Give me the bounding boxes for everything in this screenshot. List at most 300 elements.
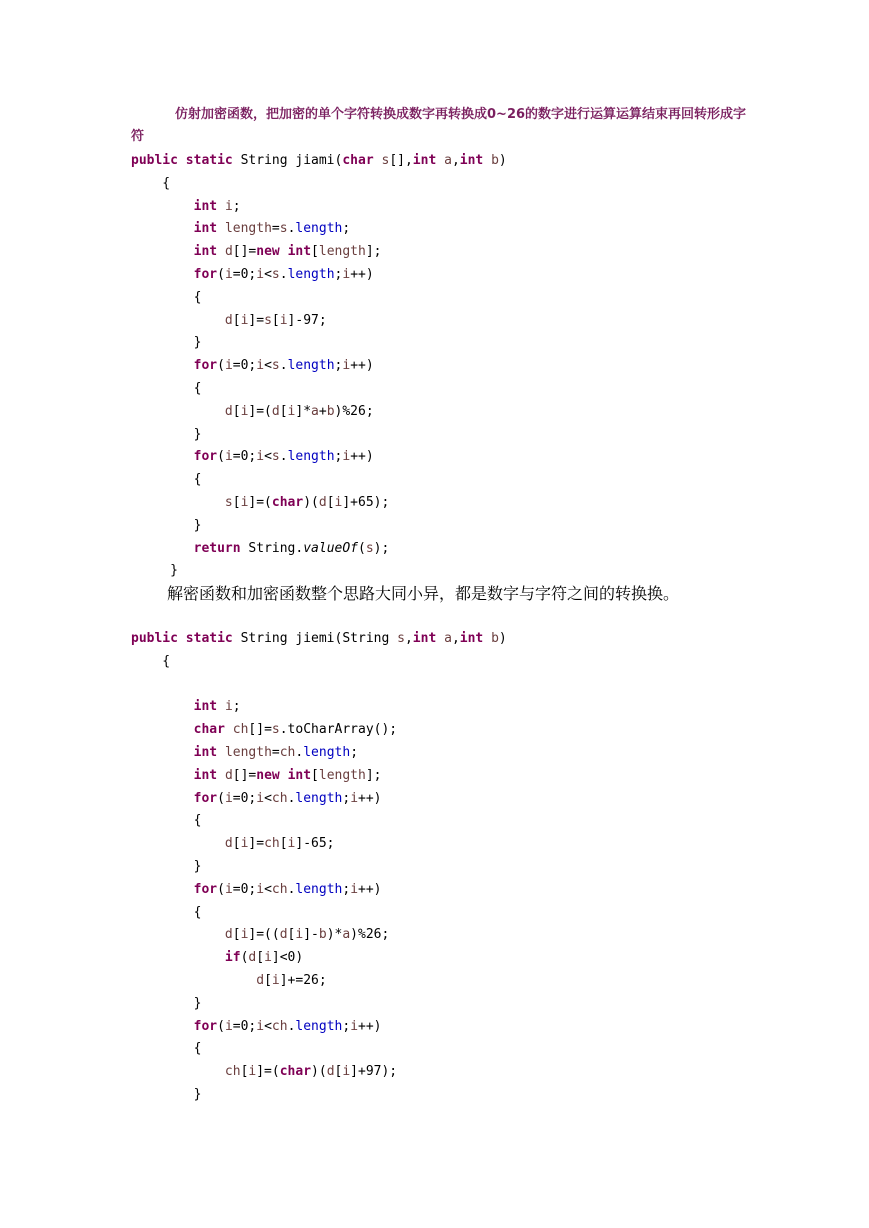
code-line: [131, 947, 507, 970]
code-block-decrypt: [131, 628, 507, 1107]
code-token: ;: [334, 358, 343, 374]
code-token: {: [131, 813, 202, 829]
code-token: if: [224, 950, 241, 966]
code-token: d: [224, 312, 233, 328]
code-line: [131, 1061, 507, 1084]
code-token: ]=(: [248, 403, 272, 419]
code-token: {: [131, 1041, 202, 1057]
code-line: [131, 378, 507, 401]
code-line: [131, 1038, 507, 1061]
code-token: d: [326, 1064, 335, 1080]
code-token: ++): [358, 1018, 382, 1034]
code-token: [483, 153, 491, 168]
code-token: i: [240, 836, 249, 852]
code-token: ]-65;: [295, 836, 335, 852]
code-token: int: [287, 767, 312, 783]
code-token: d: [224, 403, 233, 419]
code-token: =0;: [232, 881, 257, 897]
code-token: ch: [264, 836, 280, 852]
code-token: =0;: [232, 449, 257, 465]
code-block-encrypt: [131, 150, 507, 583]
code-token: {: [131, 904, 202, 920]
code-token: s: [365, 540, 374, 556]
code-line: [131, 924, 507, 947]
code-token: []=: [232, 244, 257, 260]
code-token: d: [224, 927, 233, 943]
code-token: d: [224, 767, 233, 783]
code-token: i: [256, 449, 265, 465]
code-token: i: [224, 790, 233, 806]
code-token: [217, 199, 225, 214]
code-line: [131, 674, 507, 697]
code-line: [131, 788, 507, 811]
code-token: s: [264, 312, 272, 328]
code-token: (: [217, 266, 225, 282]
code-token: <: [264, 266, 272, 282]
code-token: b: [326, 403, 335, 419]
code-token: [: [264, 972, 272, 988]
code-token: ;: [232, 198, 241, 214]
code-token: b: [318, 927, 327, 943]
code-token: i: [342, 266, 351, 282]
code-token: [: [326, 494, 335, 510]
code-token: s: [224, 494, 233, 510]
code-token: int: [193, 221, 218, 237]
code-token: =0;: [232, 1018, 257, 1034]
code-token: =0;: [232, 358, 257, 374]
code-token: ];: [365, 244, 382, 260]
code-token: =0;: [232, 790, 257, 806]
code-token: i: [271, 972, 280, 988]
code-token: i: [224, 1018, 233, 1034]
heading-text: 仿射加密函数，把加密的单个字符转换成数字再转换成0~26的数字进行运算运算结束再回转形成字符: [131, 107, 747, 144]
code-token: a: [444, 153, 452, 168]
code-token: +: [318, 403, 327, 419]
code-line: [131, 332, 507, 355]
code-token: (: [217, 790, 225, 806]
code-token: ;: [350, 744, 359, 760]
code-token: ,: [451, 631, 460, 646]
code-token: ]+=26;: [279, 972, 327, 988]
code-token: length: [287, 358, 335, 374]
code-token: length: [295, 221, 343, 237]
code-token: [217, 699, 225, 714]
code-line: [131, 424, 507, 447]
code-token: i: [287, 403, 296, 419]
code-token: String jiemi(String: [232, 631, 398, 646]
code-line: [131, 173, 507, 196]
code-line: [131, 469, 507, 492]
code-token: i: [256, 881, 265, 897]
code-token: d: [224, 836, 233, 852]
code-token: i: [256, 790, 265, 806]
code-token: int: [287, 244, 312, 260]
code-token: b: [491, 153, 499, 168]
code-token: i: [334, 494, 343, 510]
code-token: {: [131, 472, 202, 488]
code-token: int: [193, 198, 218, 214]
code-token: d: [224, 244, 233, 260]
code-token: int: [193, 744, 218, 760]
code-line: [131, 1084, 507, 1107]
code-token: [131, 882, 194, 897]
code-token: ch: [232, 722, 249, 738]
code-token: [131, 1064, 225, 1079]
code-token: d: [256, 972, 265, 988]
code-token: for: [193, 449, 218, 465]
code-token: (: [358, 540, 366, 556]
code-token: i: [256, 1018, 265, 1034]
code-token: [131, 449, 194, 464]
code-token: [217, 244, 225, 259]
code-token: char: [193, 722, 225, 738]
code-token: a: [342, 927, 351, 943]
code-token: ch: [224, 1064, 241, 1080]
code-token: [: [287, 927, 296, 943]
code-line: [131, 993, 507, 1016]
code-token: [225, 722, 233, 737]
code-token: <: [264, 449, 272, 465]
code-token: i: [240, 312, 249, 328]
code-token: <: [264, 1018, 272, 1034]
code-token: i: [264, 950, 272, 966]
code-token: [217, 221, 225, 236]
code-line: [131, 446, 507, 469]
code-token: []=: [248, 722, 272, 738]
code-token: [131, 221, 194, 236]
code-token: s: [271, 358, 280, 374]
code-token: i: [350, 1018, 359, 1034]
section-heading: [131, 104, 751, 148]
code-token: i: [350, 790, 359, 806]
code-token: [131, 358, 194, 373]
code-token: [: [334, 1064, 343, 1080]
code-token: ;: [232, 699, 241, 715]
code-token: i: [350, 881, 359, 897]
code-token: )(: [311, 1064, 327, 1080]
code-token: for: [193, 266, 218, 282]
code-token: [: [311, 767, 319, 783]
code-line: [131, 879, 507, 902]
code-token: public: [131, 153, 178, 168]
code-token: (: [217, 881, 225, 897]
code-token: )(: [303, 494, 319, 510]
code-token: i: [224, 358, 233, 374]
code-token: [483, 631, 491, 646]
code-token: valueOf: [303, 540, 359, 556]
code-token: String.: [240, 540, 304, 556]
code-token: length: [295, 1018, 343, 1034]
code-token: ): [498, 153, 507, 168]
code-token: (: [240, 950, 249, 966]
code-token: i: [279, 312, 288, 328]
code-line: [131, 833, 507, 856]
code-line: [131, 401, 507, 424]
code-token: [: [232, 312, 241, 328]
code-line: [131, 560, 507, 583]
code-token: int: [412, 153, 437, 168]
code-token: i: [287, 836, 296, 852]
code-token: s: [397, 631, 405, 646]
code-token: ++): [358, 790, 382, 806]
code-token: [: [271, 312, 280, 328]
code-line: [131, 742, 507, 765]
code-token: s: [279, 221, 288, 237]
code-line: [131, 696, 507, 719]
code-token: [217, 745, 225, 760]
code-token: [: [232, 836, 241, 852]
code-token: [: [240, 1064, 249, 1080]
code-token: [131, 973, 256, 988]
code-token: i: [342, 1064, 351, 1080]
code-token: d: [271, 403, 280, 419]
code-token: int: [459, 153, 484, 168]
code-line: [131, 719, 507, 742]
code-token: ,: [404, 631, 413, 646]
code-token: length: [287, 266, 335, 282]
code-token: <: [264, 358, 272, 374]
code-token: d: [318, 494, 327, 510]
code-token: ;: [334, 266, 343, 282]
code-token: ;: [334, 449, 343, 465]
code-line: [131, 264, 507, 287]
code-token: ch: [271, 881, 288, 897]
code-token: i: [240, 927, 249, 943]
code-token: [217, 768, 225, 783]
code-token: [280, 768, 288, 783]
code-token: }: [131, 335, 202, 351]
code-token: {: [131, 653, 171, 669]
code-line: [131, 218, 507, 241]
code-token: a: [444, 631, 452, 646]
code-token: i: [342, 358, 351, 374]
code-token: [131, 495, 225, 510]
code-line: [131, 538, 507, 561]
code-token: =0;: [232, 266, 257, 282]
code-token: [131, 836, 225, 851]
code-token: [131, 950, 225, 965]
code-line: [131, 196, 507, 219]
code-token: [178, 631, 186, 646]
code-token: i: [240, 494, 249, 510]
code-token: int: [193, 244, 218, 260]
code-token: .: [287, 790, 296, 806]
code-token: ,: [451, 153, 460, 168]
code-line: [131, 970, 507, 993]
code-token: [131, 927, 225, 942]
code-token: [: [232, 403, 241, 419]
code-token: d: [248, 950, 257, 966]
code-token: [280, 244, 288, 259]
code-token: [: [311, 244, 319, 260]
code-line: [131, 1016, 507, 1039]
code-token: s: [271, 266, 280, 282]
code-token: length: [318, 767, 366, 783]
code-token: [131, 1019, 194, 1034]
code-token: static: [185, 631, 233, 646]
code-token: =: [271, 744, 280, 760]
code-token: i: [224, 266, 233, 282]
code-token: length: [287, 449, 335, 465]
code-token: ++): [350, 449, 374, 465]
code-token: .: [295, 744, 304, 760]
code-token: [: [232, 927, 241, 943]
code-token: ]=(: [248, 494, 272, 510]
code-token: [131, 745, 194, 760]
code-token: )%26;: [334, 403, 374, 419]
code-token: for: [193, 1018, 218, 1034]
code-token: s: [271, 722, 280, 738]
code-token: ]+97);: [350, 1064, 398, 1080]
code-token: (: [217, 358, 225, 374]
code-token: length: [318, 244, 366, 260]
code-token: ++): [358, 881, 382, 897]
code-token: for: [193, 790, 218, 806]
code-token: }: [131, 426, 202, 442]
code-token: ch: [271, 790, 288, 806]
code-token: char: [279, 1064, 312, 1080]
code-token: i: [224, 881, 233, 897]
code-token: ++): [350, 358, 374, 374]
code-token: [131, 768, 194, 783]
code-token: ]*: [295, 403, 312, 419]
code-token: [436, 153, 444, 168]
code-line: [131, 287, 507, 310]
code-line: [131, 355, 507, 378]
code-line: [131, 810, 507, 833]
code-token: [131, 244, 194, 259]
code-token: {: [131, 380, 202, 396]
code-token: int: [459, 631, 484, 646]
code-token: }: [131, 1086, 202, 1102]
code-token: ++): [350, 266, 374, 282]
code-line: [131, 515, 507, 538]
code-token: int: [193, 767, 218, 783]
code-token: [178, 153, 186, 168]
description-paragraph: [131, 582, 711, 605]
code-line: [131, 150, 507, 173]
code-token: [131, 267, 194, 282]
code-token: char: [271, 494, 304, 510]
code-line: [131, 492, 507, 515]
code-token: ;: [342, 221, 351, 237]
code-token: length: [303, 744, 351, 760]
code-token: )*: [326, 927, 343, 943]
code-token: i: [256, 266, 265, 282]
code-token: b: [491, 631, 499, 646]
code-token: [131, 541, 194, 556]
code-token: [],: [389, 153, 413, 168]
code-token: ];: [365, 767, 382, 783]
code-token: }: [131, 517, 202, 533]
code-token: i: [295, 927, 304, 943]
code-token: a: [311, 403, 319, 419]
code-token: int: [412, 631, 437, 646]
code-token: ]-97;: [287, 312, 327, 328]
code-token: }: [131, 995, 202, 1011]
code-token: ]=(: [256, 1064, 280, 1080]
code-token: return: [193, 540, 241, 556]
code-token: [131, 199, 194, 214]
code-token: length: [224, 744, 272, 760]
code-token: for: [193, 881, 218, 897]
code-token: [: [279, 403, 288, 419]
code-token: ]-: [303, 927, 319, 943]
code-token: [131, 313, 225, 328]
code-token: i: [256, 358, 265, 374]
code-token: [: [256, 950, 265, 966]
code-token: length: [224, 221, 272, 237]
code-line: [131, 241, 507, 264]
code-line: [131, 765, 507, 788]
code-token: .: [279, 449, 288, 465]
code-token: }: [131, 563, 178, 579]
code-token: ch: [279, 744, 296, 760]
code-token: =: [271, 221, 280, 237]
code-token: [131, 722, 194, 737]
code-token: i: [224, 699, 233, 715]
code-token: ;: [342, 881, 351, 897]
code-token: .: [287, 1018, 296, 1034]
code-token: (: [217, 449, 225, 465]
code-token: )%26;: [350, 927, 390, 943]
code-token: ]=: [248, 312, 265, 328]
code-token: .: [287, 881, 296, 897]
code-token: s: [381, 153, 390, 168]
code-token: [131, 677, 139, 692]
code-token: <: [264, 881, 272, 897]
code-token: ]<0): [271, 950, 304, 966]
code-token: static: [185, 153, 233, 168]
code-token: String jiami(: [232, 153, 343, 168]
code-token: ]+65);: [342, 494, 390, 510]
code-line: [131, 651, 507, 674]
code-token: length: [295, 881, 343, 897]
code-token: i: [342, 449, 351, 465]
code-token: ;: [342, 1018, 351, 1034]
code-token: i: [248, 1064, 257, 1080]
code-token: char: [342, 153, 374, 168]
code-token: .: [279, 266, 288, 282]
code-token: length: [295, 790, 343, 806]
code-token: .: [279, 358, 288, 374]
code-token: new: [256, 767, 280, 783]
code-token: [131, 404, 225, 419]
code-token: [131, 699, 194, 714]
code-token: i: [224, 198, 233, 214]
code-token: .: [287, 221, 296, 237]
code-token: (: [217, 1018, 225, 1034]
code-token: [436, 631, 444, 646]
code-token: []=: [232, 767, 257, 783]
code-token: ]=((: [248, 927, 280, 943]
code-line: [131, 856, 507, 879]
code-token: [: [279, 836, 288, 852]
code-token: i: [240, 403, 249, 419]
code-token: int: [193, 699, 218, 715]
code-token: [: [232, 494, 241, 510]
code-token: ch: [271, 1018, 288, 1034]
code-token: ]=: [248, 836, 265, 852]
code-line: [131, 628, 507, 651]
description-text: 解密函数和加密函数整个思路大同小异，都是数字与字符之间的转换换。: [167, 584, 680, 603]
code-token: <: [264, 790, 272, 806]
code-token: {: [131, 175, 171, 191]
code-token: .toCharArray();: [279, 722, 398, 738]
code-line: [131, 310, 507, 333]
code-token: }: [131, 858, 202, 874]
code-token: );: [373, 540, 390, 556]
